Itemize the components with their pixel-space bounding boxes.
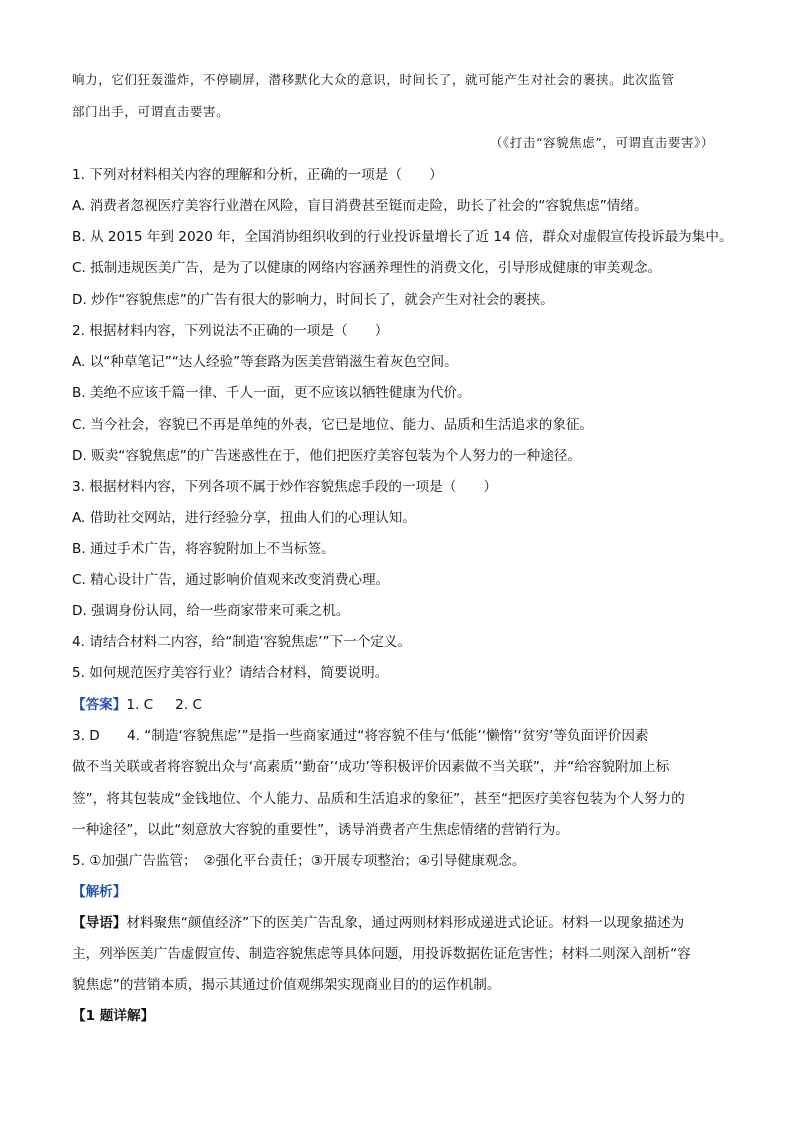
q2-option-a: A. 以“种草笔记”“达人经验”等套路为医美营销滋生着灰色空间。	[72, 354, 458, 370]
q5-stem: 5. 如何规范医疗美容行业？请结合材料，简要说明。	[72, 665, 389, 681]
q3-option-d: D. 强调身份认同，给一些商家带来可乘之机。	[72, 603, 350, 619]
q1-option-b: B. 从 2015 年到 2020 年，全国消协组织收到的行业投诉量增长了近 14 倍，群众对虚假宣传投诉最为集中。	[72, 229, 733, 245]
q1-option-d: D. 炒作“容貌焦虑”的广告有很大的影响力，时间长了，就会产生对社会的裹挟。	[72, 292, 554, 308]
q1-stem: 1. 下列对材料相关内容的理解和分析，正确的一项是（ ）	[72, 167, 443, 183]
answer-line-6: 5. ①加强广告监管； ②强化平台责任；③开展专项整治；④引导健康观念。	[72, 853, 526, 869]
q3-option-c: C. 精心设计广告，通过影响价值观来改变消费心理。	[72, 572, 390, 588]
answer-line-4: 签”，将其包装成“金钱地位、个人能力、品质和生活追求的象征”，甚至“把医疗美容包装为个人努力的	[72, 791, 685, 807]
q2-option-c: C. 当今社会，容貌已不再是单纯的外表，它已是地位、能力、品质和生活追求的象征。	[72, 417, 594, 433]
answer-1: 1. C	[126, 697, 154, 713]
q3-stem: 3. 根据材料内容，下列各项不属于炒作容貌焦虑手段的一项是（ ）	[72, 479, 498, 495]
q3-option-a: A. 借助社交网站，进行经验分享，扭曲人们的心理认知。	[72, 510, 416, 526]
q1-option-a: A. 消费者忽视医疗美容行业潜在风险，盲目消费甚至铤而走险，助长了社会的“容貌焦虑”情绪。	[72, 198, 648, 214]
guide-label: 【导语】	[72, 915, 127, 931]
answer-label: 【答案】	[72, 697, 127, 713]
answer-line-1	[72, 693, 202, 713]
answer-2: 2. C	[175, 697, 202, 713]
passage-line-1: 响力，它们狂轰滥炸，不停刷屏，潜移默化大众的意识，时间长了，就可能产生对社会的裹挟。此次监管	[72, 72, 675, 87]
guide-line-2: 主，列举医美广告虚假宣传、制造容貌焦虑等具体问题，用投诉数据佐证危害性；材料二则深入剖析“容	[72, 946, 691, 962]
answer-line-3: 做不当关联或者将容貌出众与‘高素质’‘勤奋’‘成功’等积极评价因素做不当关联”，并“给容貌附加上标	[72, 759, 670, 775]
q3-option-b: B. 通过手术广告，将容貌附加上不当标签。	[72, 541, 335, 557]
q2-option-b: B. 美绝不应该千篇一律、千人一面，更不应该以牺牲健康为代价。	[72, 385, 471, 401]
answer-line-2: 3. D 4. “制造‘容貌焦虑’”是指一些商家通过“将容貌不佳与‘低能’‘懒惰’‘贫穷’等负面评价因素	[72, 728, 649, 744]
q2-option-d: D. 贩卖“容貌焦虑”的广告迷惑性在于，他们把医疗美容包装为个人努力的一种途径。	[72, 448, 581, 464]
guide-line-1	[72, 911, 684, 931]
passage-line-2: 部门出手，可谓直击要害。	[72, 104, 230, 119]
detail-label: 【1 题详解】	[72, 1008, 155, 1024]
answer-line-5: 一种途径”，以此“刻意放大容貌的重要性”，诱导消费者产生焦虑情绪的营销行为。	[72, 822, 569, 838]
q2-stem: 2. 根据材料内容，下列说法不正确的一项是（ ）	[72, 323, 389, 339]
guide-text-1: 材料聚焦“颜值经济”下的医美广告乱象，通过两则材料形成递进式论证。材料一以现象描述为	[126, 915, 685, 931]
guide-line-3: 貌焦虑”的营销本质，揭示其通过价值观绑架实现商业目的的运作机制。	[72, 977, 501, 993]
passage-source: （《打击“容貌焦虑”，可谓直击要害》）	[489, 135, 714, 150]
q1-option-c: C. 抵制违规医美广告，是为了以健康的网络内容涵养理性的消费文化，引导形成健康的审美观念。	[72, 260, 662, 276]
analysis-label: 【解析】	[72, 884, 127, 900]
q4-stem: 4. 请结合材料二内容，给“制造‘容貌焦虑’”下一个定义。	[72, 634, 412, 650]
